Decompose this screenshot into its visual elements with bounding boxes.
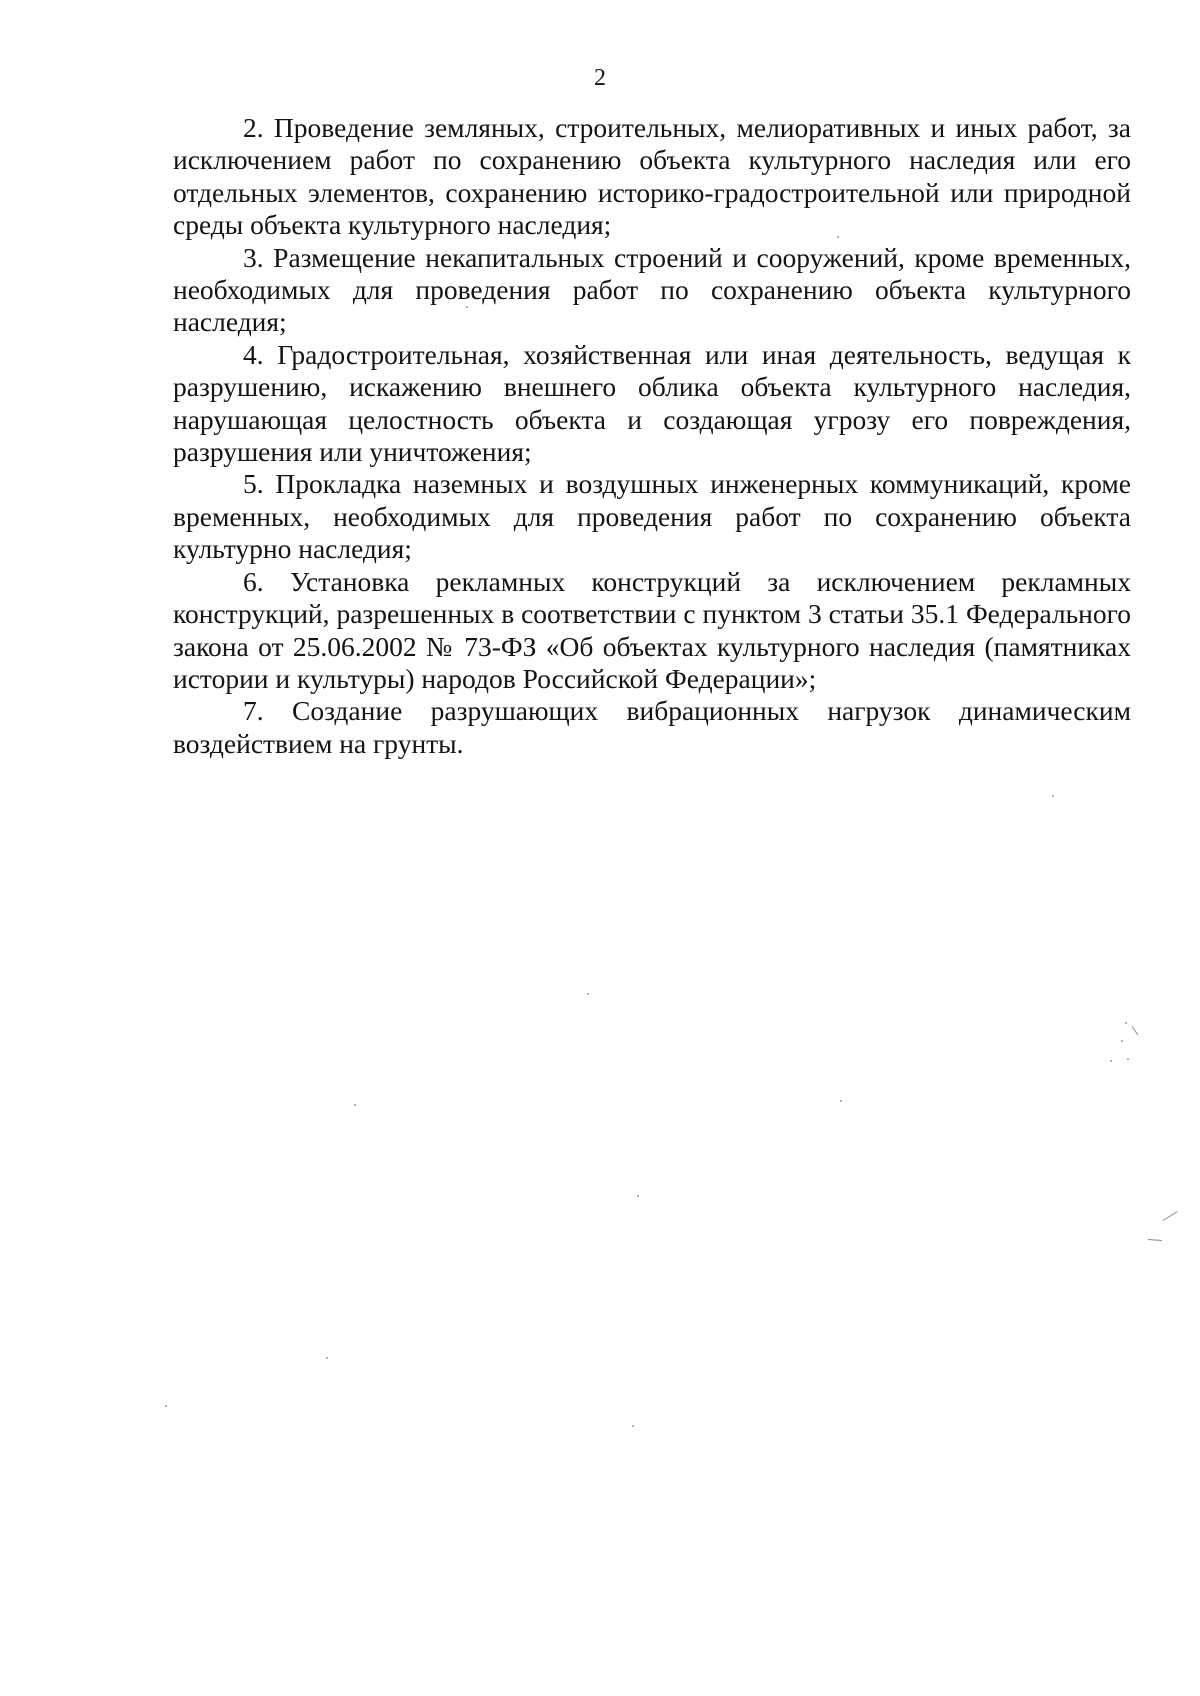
paragraph-item-2: 2. Проведение земляных, строительных, мелиоративных и иных работ, за исключением работ по сохранению объекта культурного наследия или его отдельных элементов, сохранению историко-градостроительной или природной среды объекта культурного наследия;: [173, 112, 1131, 241]
paragraph-item-5: 5. Прокладка наземных и воздушных инженерных коммуникаций, кроме временных, необходимых для проведения работ по сохранению объекта культурно наследия;: [173, 468, 1131, 565]
scan-speck: [1052, 795, 1054, 797]
scan-speck: [466, 306, 468, 308]
page-number: 2: [594, 65, 606, 91]
scan-stroke: [1132, 1026, 1139, 1035]
scan-speck: [840, 1100, 842, 1102]
document-body: [173, 112, 1131, 760]
scan-speck: [1125, 1022, 1127, 1024]
scan-speck: [1110, 1060, 1112, 1062]
paragraph-item-3: 3. Размещение некапитальных строений и сооружений, кроме временных, необходимых для проведения работ по сохранению объекта культурного наследия;: [173, 241, 1131, 338]
scan-speck: [1127, 1058, 1129, 1060]
paragraph-item-6: 6. Установка рекламных конструкций за исключением рекламных конструкций, разрешенных в соответствии с пунктом 3 статьи 35.1 Федерального закона от 25.06.2002 № 73-ФЗ «Об объектах культурного наследия (памятниках истории и культуры) народов Российской Федерации»;: [173, 565, 1131, 694]
scan-stroke: [1148, 1239, 1162, 1241]
paragraph-item-4: 4. Градостроительная, хозяйственная или иная деятельность, ведущая к разрушению, искажению внешнего облика объекта культурного наследия, нарушающая целостность объекта и создающая угрозу его повреждения, разрушения или уничтожения;: [173, 338, 1131, 468]
scan-stroke: [1163, 1211, 1178, 1221]
scan-speck: [632, 1425, 634, 1427]
scan-speck: [354, 1104, 356, 1106]
paragraph-item-7: 7. Создание разрушающих вибрационных нагрузок динамическим воздействием на грунты.: [173, 695, 1131, 759]
scan-speck: [637, 1195, 639, 1197]
scan-speck: [587, 993, 589, 995]
scan-speck: [165, 1405, 167, 1407]
scan-speck: [1121, 1040, 1123, 1042]
scan-speck: [326, 1357, 328, 1359]
scan-speck: [837, 236, 839, 238]
